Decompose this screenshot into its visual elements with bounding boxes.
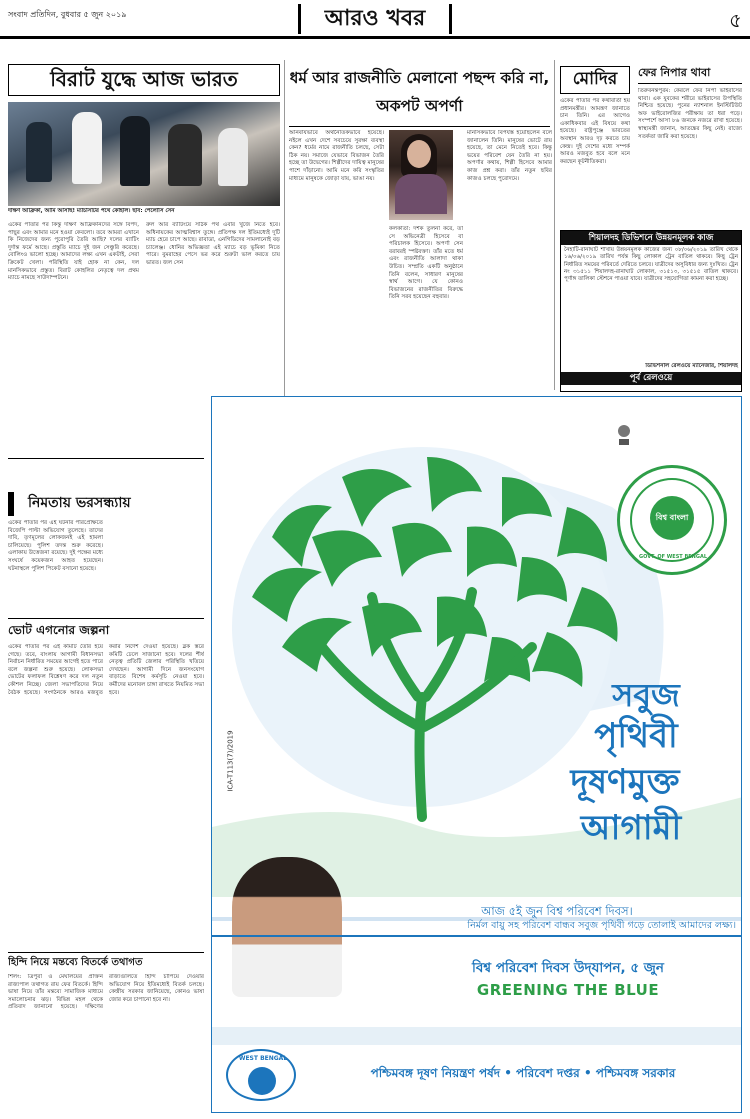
aparna-photo bbox=[389, 130, 453, 220]
notice-signature: ডিভিশনাল রেলওয়ে ম্যানেজার, শিয়ালদহ bbox=[645, 363, 738, 369]
notice-footer: পূর্ব রেলওয়ে bbox=[561, 372, 741, 385]
aparna-body-col1: অনিবার্যভাবে অর্থনৈতিকভাবে হয়েছে। নইলে এখন দেশে সবচেয়ে সুরক্ষা ব্যবস্থা কেন? ধর্মের নামে রাজনীতি চলছে, সেটা ঠিক নয়। সমাজে যেভাবে বিভাজন তৈরি হচ্ছে তা উদ্বেগের। শিল্পীদের দায়িত্ব মানুষের পাশে দাঁড়ানো। আমি মনে করি সংস্কৃতির মাধ্যমে মানুষকে জোড়া যায়, ভাঙা নয়। bbox=[289, 130, 384, 182]
slogan-line-4: আগামী bbox=[580, 808, 682, 848]
column-rule-2 bbox=[554, 60, 555, 390]
env-day-line: আজ ৫ই জুন বিশ্ব পরিবেশ দিবস। bbox=[481, 904, 633, 918]
seal-text: GOVT. OF WEST BENGAL bbox=[638, 554, 708, 560]
pledge-line: নির্মল বায়ু সহ পরিবেশ বান্ধব সবুজ পৃথিবী গড়ে তোলাই আমাদের লক্ষ্য। bbox=[467, 920, 736, 931]
modi-body: একের পাতার পর কথাবার্তা হয় প্রধানমন্ত্রীর। আমন্ত্রণ জানাতে চান তিনি। এর আগেও একাধিকবার এই বিষয়ে কথা হয়েছে। রাষ্ট্রপুঞ্জে ভারতের অবস্থান আরও দৃঢ় করতে চায় কেন্দ্র। দুই দেশের মধ্যে সম্পর্ক আরও মজবুত হবে বলে মনে করছেন কূটনীতিকরা। bbox=[560, 98, 630, 165]
vote-headline: ভোট এগনোর জল্পনা bbox=[8, 623, 110, 637]
seal-emblem: বিশ্ব বাংলা bbox=[650, 496, 694, 540]
ad-footer-line: পশ্চিমবঙ্গ দূষণ নিয়ন্ত্রণ পর্ষদ • পরিবেশ দপ্তর • পশ্চিমবঙ্গ সরকার bbox=[370, 1066, 676, 1080]
page-number: ৫ bbox=[729, 8, 742, 32]
masthead-rule bbox=[0, 36, 750, 39]
cm-portrait bbox=[232, 857, 342, 997]
nimta-body-cont bbox=[108, 520, 204, 616]
nipa-headline: ফের নিপার থাবা bbox=[638, 64, 742, 84]
theme-line: GREENING THE BLUE bbox=[476, 981, 660, 999]
notice-body: নৈহাটি-রানাঘাট শাখায় উন্নয়নমূলক কাজের জন্য ০৮/০৬/২০১৯ তারিখ থেকে ১৬/০৬/২০১৯ তারিখ পর্যন্ত কিছু লোকাল ট্রেন বাতিল থাকবে। কিছু ট্রেন নির্ধারিত সময়ের পরিবর্তে দেরিতে চলবে। যাত্রীদের অসুবিধার জন্য দুঃখিত। ট্রেন নং ৩১৫১১ শিয়ালদহ-রানাঘাট লোকাল, ৩১৫১৩, ৩১৫১৫ বাতিল থাকবে। পূর্ণাঙ্গ তালিকা স্টেশনে পাওয়া যাবে। যাত্রীদের সহযোগিতা কামনা করা হচ্ছে। bbox=[564, 247, 738, 283]
slogan-line-3: দূষণমুক্ত bbox=[570, 762, 680, 802]
wbpcb-logo-text: WEST BENGAL bbox=[238, 1055, 288, 1062]
headline-rule bbox=[289, 126, 550, 127]
environment-day-ad bbox=[211, 396, 742, 1113]
rail-notice bbox=[560, 230, 742, 392]
cricket-caption: দক্ষিণ আফ্রিকা, আমি আসছি! ম্যাচসিটির পথে কোহলি। ছবি: পেলোসি সেন bbox=[8, 208, 175, 214]
govt-seal bbox=[617, 465, 727, 575]
aparna-body-col2: কলকাতা: দর্শক তুলনা করে, তা সে অভিনেত্রী হিসেবে বা পরিচালক হিসেবে। অপর্ণা সেন বরাবরই স্পষ্টবক্তা। তাঁর মতে ধর্ম এবং রাজনীতি আলাদা থাকা উচিত। সম্প্রতি একটি অনুষ্ঠানে তিনি বলেন, সাধারণ মানুষের স্বার্থ আগে। যে কোনও বিভাজনের রাজনীতির বিরুদ্ধে তিনি সরব হয়েছেন বহুবার। bbox=[389, 226, 463, 301]
wbpcb-logo bbox=[226, 1049, 296, 1101]
cricket-body-col2: রুল আর ব্যাটিংয়ে সঠিক পথ এবার খুঁজে নিতে হবে। অধিনায়কের আত্মবিশ্বাস তুঙ্গে। প্রতিপক্ষ দল ইতিমধ্যেই দুটি ম্যাচ হেরে চাপে আছে। রাবাডা, এনগিডিদের সামলানোই বড় চ্যালেঞ্জ। ধোনির অভিজ্ঞতা এই ম্যাচে বড় ভূমিকা নিতে পারে। বুমরাহের পেসে ভর করে শুরুটা ভাল করতে চায় ভারত। জল সেন bbox=[146, 222, 280, 266]
modi-headline: মোদির bbox=[560, 66, 630, 94]
aparna-body-col3: মানসিকভাবে বিপর্যস্ত হয়েছিলেন বলে জানালেন তিনি। মানুষের ভোটে রায় হয়েছে, তা মেনে নিতেই হবে। কিন্তু ভয়ের পরিবেশ যেন তৈরি না হয়। অপর্ণার কথায়, শিল্পী হিসেবে আমার কাজ প্রশ্ন করা। তাঁর নতুন ছবির কাজও চলছে পুরোদমে। bbox=[467, 130, 552, 182]
slogan-line-1: সবুজ bbox=[612, 676, 680, 714]
cricket-photo bbox=[8, 102, 280, 206]
aparna-headline: ধর্ম আর রাজনীতি মেলানো পছন্দ করি না, অকপট অপর্ণা bbox=[289, 69, 550, 115]
section-title: আরও খবর bbox=[298, 4, 452, 34]
nimta-body: একের পাতার পর এই ঘটনার পরিপ্রেক্ষিতে বিজেপি পাল্টা অভিযোগ তুলেছে। তাদের দাবি, তৃণমূলের লোকজনই এই হামলা চালিয়েছে। পুলিশ তদন্ত শুরু করেছে। এলাকায় উত্তেজনা রয়েছে। দুই পক্ষের মধ্যে সংঘর্ষে কয়েকজন আহত হয়েছেন। ঘটনাস্থলে পুলিশ পিকেট বসানো হয়েছে। bbox=[8, 520, 103, 572]
notice-title: শিয়ালদহ ডিভিশনে উন্নয়নমূলক কাজ bbox=[561, 231, 741, 245]
hindi-body: শিলং: ত্রিপুরা ও মেঘালয়ের প্রাক্তন রাজ্যপাল তথাগত রায় ফের বিতর্কে। হিন্দি ভাষা নিয়ে তাঁর মন্তব্যে সামাজিক মাধ্যমে সমালোচনার ঝড়। বিভিন্ন মহল থেকে প্রতিবাদ জানানো হয়েছে। দক্ষিণের রাজ্যগুলিতে হিন্দি চাপিয়ে দেওয়ার অভিযোগ নিয়ে ইতিমধ্যেই বিতর্ক চলছে। কেন্দ্রীয় সরকার জানিয়েছে, কোনও ভাষা জোর করে চাপানো হবে না। bbox=[8, 974, 204, 1011]
nimta-headline: নিমতায় ভরসন্ধ্যায় bbox=[8, 492, 204, 516]
nipa-body: তিরুবনন্তপুরম: কেরলে ফের নিপা ভাইরাসের থাবা। এক যুবকের শরীরে ভাইরাসের উপস্থিতি নিশ্চিত হয়েছে। পুনের ন্যাশনাল ইনস্টিটিউট অফ ভাইরোলজির পরীক্ষায় তা ধরা পড়ে। সংস্পর্শে আসা ৮৬ জনকে নজরে রাখা হয়েছে। স্বাস্থ্যমন্ত্রী জানান, আতঙ্কের কিছু নেই। রাজ্যে সতর্কতা জারি করা হয়েছে। bbox=[638, 88, 742, 140]
ashoka-emblem-icon bbox=[616, 421, 632, 447]
cricket-body-col1: একের পাতার পর কিন্তু দক্ষিণ আফ্রিকানদের সঙ্গে বিপদ, পাছুর এবং আমার মনে হওয়া কেবলো। তবে আমরা এখানে কি নিজেদের জন্য পুরোপুরি তৈরি আছি? দলের ব্যাটিং দুর্দান্ত ফর্মে আছে। প্রস্তুতি ম্যাচে দুই জন সেঞ্চুরি করেছে। বোলিংও ভালো হচ্ছে। আমাদের লক্ষ্য এখন একটাই, সেরা ক্রিকেট খেলা। পরিস্থিতি যাই হোক না কেন, দল মানসিকভাবে প্রস্তুত। বিরাট কোহলির নেতৃত্বে দল প্রথম ম্যাচে নামছে সাউদাম্পটনে। bbox=[8, 222, 139, 282]
cricket-headline: বিরাট যুদ্ধে আজ ভারত bbox=[8, 64, 280, 96]
vote-body: একের পাতার পর এই কমিটি তৈরি হয়ে গেছে। তবে, বাংলায় আগামী বিধানসভা নির্বাচন নির্ধারিত সময়ের আগেই হতে পারে বলে জল্পনা শুরু হয়েছে। লোকসভা ভোটের ফলাফল বিশ্লেষণ করে দল নতুন কৌশল নিচ্ছে। জেলা সভাপতিদের নিয়ে বৈঠক হয়েছে। সংগঠনকে আরও মজবুত করার নির্দেশ দেওয়া হয়েছে। ব্লক স্তরে কমিটি ঢেলে সাজানো হবে। দলের শীর্ষ নেতৃত্ব প্রতিটি জেলার পরিস্থিতি খতিয়ে দেখছেন। আগামী দিনে জনসংযোগ বাড়াতে বিশেষ কর্মসূচি নেওয়া হবে। কর্মীদের মনোবল চাঙ্গা রাখতে নিয়মিত সভা হবে। bbox=[8, 644, 204, 696]
ad-registration: ICA-T113(7)/2019 bbox=[226, 730, 235, 792]
masthead-date: সংবাদ প্রতিদিন, বুধবার ৫ জুন ২০১৯ bbox=[8, 10, 127, 19]
hindi-headline: হিন্দি নিয়ে মন্তব্যে বিতর্কে তথাগত bbox=[8, 957, 143, 968]
slogan-line-2: পৃথিবী bbox=[594, 716, 678, 756]
event-line: বিশ্ব পরিবেশ দিবস উদ্‌যাপন, ৫ জুন bbox=[472, 960, 664, 976]
